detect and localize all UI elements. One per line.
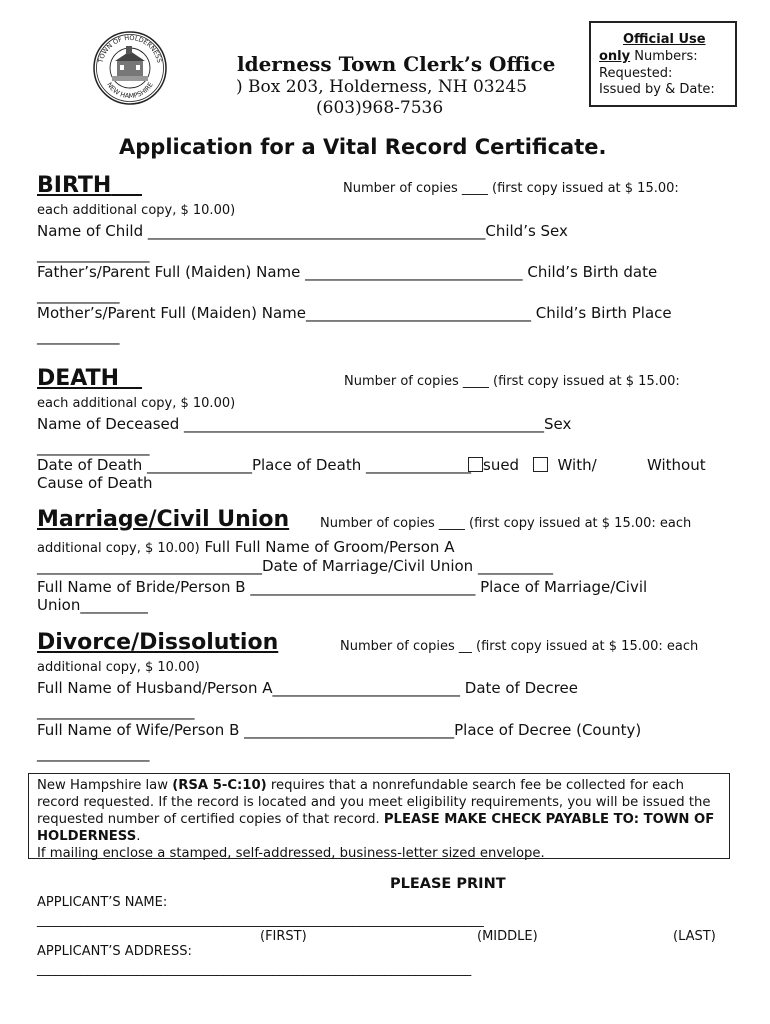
birth-additional: each additional copy, $ 10.00) [37,203,236,218]
birth-date-field[interactable]: ___________ [37,286,120,304]
applicant-name-field[interactable]: ________________________________________________________________________ [37,913,484,928]
marriage-copies[interactable]: Number of copies ____ (first copy issued at $ 15.00: each [320,516,692,531]
divorce-county-field[interactable]: _______________ [37,744,150,762]
last-name-caption: (LAST) [673,929,716,944]
birth-heading: BIRTH [37,173,112,198]
birth-mother-name-field[interactable]: Mother’s/Parent Full (Maiden) Name______________________________ Child’s Birth Place [37,304,672,322]
divorce-wife-name-field[interactable]: Full Name of Wife/Person B ____________________________Place of Decree (County) [37,721,642,739]
birth-place-field[interactable]: ___________ [37,327,120,345]
death-cause-label: Cause of Death [37,474,153,492]
marriage-bride-name-field[interactable]: Full Name of Bride/Person B ______________________________ Place of Marriage/Civil [37,578,648,596]
divorce-copies[interactable]: Number of copies __ (first copy issued at $ 15.00: each [340,639,699,654]
first-name-caption: (FIRST) [260,929,307,944]
official-use-title: Official Use [623,32,706,47]
death-date-place-field[interactable]: Date of Death ______________Place of Death ______________ [37,456,471,474]
office-name: lderness Town Clerk’s Office [237,52,556,76]
birth-father-name-field[interactable]: Father’s/Parent Full (Maiden) Name _____________________________ Child’s Birth date [37,263,658,281]
marriage-place-field[interactable]: Union_________ [37,596,148,614]
office-phone: (603)968-7536 [316,98,444,118]
marriage-date-field[interactable]: ______________________________Date of Marriage/Civil Union __________ [37,557,553,575]
please-print-label: PLEASE PRINT [390,876,506,892]
birth-child-name-field[interactable]: Name of Child _____________________________________________Child’s Sex [37,222,568,240]
applicant-address-label: APPLICANT’S ADDRESS: [37,944,192,959]
form-title: Application for a Vital Record Certificate. [119,135,607,159]
divorce-additional: additional copy, $ 10.00) [37,660,200,675]
official-use-fields: only Numbers: Requested: Issued by & Date: [599,49,715,97]
marriage-groom-line[interactable]: additional copy, $ 10.00) Full Full Name of Groom/Person A [37,538,455,556]
office-address: ) Box 203, Holderness, NH 03245 [236,77,528,97]
divorce-husband-name-field[interactable]: Full Name of Husband/Person A_________________________ Date of Decree [37,679,578,697]
with-cause-checkbox[interactable] [533,457,548,472]
marriage-heading: Marriage/Civil Union [37,507,290,532]
town-seal [92,30,168,106]
death-issued-option[interactable]: sued [468,456,519,474]
death-heading: DEATH [37,366,120,391]
death-with-cause-option[interactable]: With/ [533,456,597,474]
death-deceased-name-field[interactable]: Name of Deceased ________________________________________________Sex [37,415,572,433]
middle-name-caption: (MIDDLE) [477,929,538,944]
death-additional: each additional copy, $ 10.00) [37,396,236,411]
death-copies[interactable]: Number of copies ____ (first copy issued at $ 15.00: [344,374,680,389]
svg-text:NEW HAMPSHIRE: NEW HAMPSHIRE [105,80,155,101]
divorce-heading: Divorce/Dissolution [37,630,279,655]
birth-child-sex-field[interactable]: _______________ [37,245,150,263]
death-without-cause-option[interactable]: Without [647,456,706,474]
applicant-address-field[interactable]: ______________________________________________________________________ [37,962,472,977]
issued-checkbox[interactable] [468,457,483,472]
rsa-notice-box: New Hampshire law (RSA 5-C:10) requires that a nonrefundable search fee be collected for each record requested. If the record is located and you meet eligibility requirements, you will be issued the requested number of certified copies of that record. PLEASE MAKE CHECK PAYABLE TO: TOWN OF HOLDERNESS. If mailing enclose a stamped, self-addressed, business-letter sized envelope. [28,773,730,859]
applicant-name-label: APPLICANT’S NAME: [37,895,168,910]
death-sex-field[interactable]: _______________ [37,438,150,456]
divorce-decree-date-field[interactable]: _____________________ [37,702,195,720]
official-use-box [589,21,737,107]
svg-text:TOWN OF HOLDERNESS: TOWN OF HOLDERNESS [96,33,164,64]
birth-copies[interactable]: Number of copies ____ (first copy issued at $ 15.00: [343,181,679,196]
